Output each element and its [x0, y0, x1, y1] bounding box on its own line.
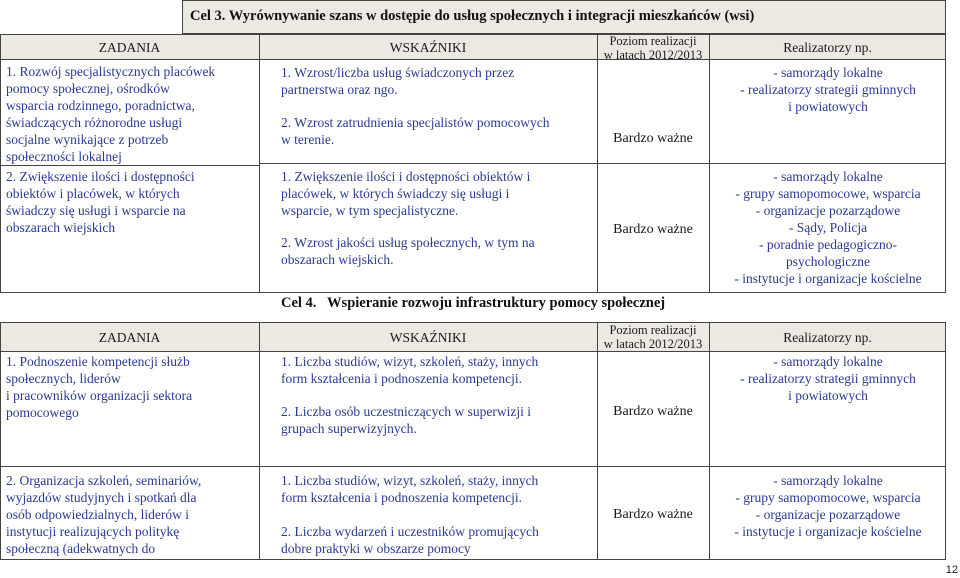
- goal3-header-tasks: ZADANIA: [98, 40, 161, 55]
- goal4-task-2: 2. Organizacja szkoleń, seminariów, wyjazdów studyjnych i spotkań dla osób odpowiedzialnych, liderów i instytucji realizujących politykę społeczną (adekwatnych do: [6, 473, 202, 556]
- goal4-header-indicators: WSKAŹNIKI: [389, 330, 467, 345]
- goal3-row1-indicator-1: 1. Wzrost/liczba usług świadczonych przez partnerstwa oraz ngo.: [281, 65, 515, 97]
- goal3-row1-level: Bardzo ważne: [613, 131, 693, 146]
- goal4-row2-indicator-2: 2. Liczba wydarzeń i uczestników promujących dobre praktyki w obszarze pomocy: [281, 524, 539, 556]
- goal4-row1-indicator-1: 1. Liczba studiów, wizyt, szkoleń, staży, innych form kształcenia i podnoszenia kompetencji.: [281, 354, 539, 386]
- goal3-row1-indicator-2: 2. Wzrost zatrudnienia specjalistów pomocowych w terenie.: [281, 115, 550, 147]
- goal3-row2-implementers: - samorządy lokalne - grupy samopomocowe, wsparcia - organizacje pozarządowe - Sądy, Policja - poradnie pedagogiczno- psychologiczne - instytucje i organizacje kościelne: [734, 169, 922, 286]
- goal4-row1-level: Bardzo ważne: [613, 404, 693, 419]
- goal4-row1-implementers: - samorządy lokalne - realizatorzy strategii gminnych i powiatowych: [740, 354, 916, 403]
- goal3-task-2: 2. Zwiększenie ilości i dostępności obiektów i placówek, w których świadczy się usługi i wsparcie na obszarach wiejskich: [6, 169, 195, 235]
- goal4-row1-indicator-2: 2. Liczba osób uczestniczących w superwizji i grupach superwizyjnych.: [281, 404, 532, 436]
- goal4-header-tasks: ZADANIA: [98, 330, 161, 345]
- goal3-header-indicators: WSKAŹNIKI: [389, 40, 467, 55]
- goal3-row2-indicator-2: 2. Wzrost jakości usług społecznych, w tym na obszarach wiejskich.: [281, 235, 535, 267]
- goal3-title: Cel 3. Wyrównywanie szans w dostępie do usług społecznych i integracji mieszkańców (wsi): [190, 8, 755, 24]
- goal3-row2-indicator-1: 1. Zwiększenie ilości i dostępności obiektów i placówek, w których świadczy się usługi i wsparcie, w tym specjalistyczne.: [281, 169, 531, 218]
- goal3-header-level: Poziom realizacji w latach 2012/2013: [603, 34, 703, 62]
- goal4-header-implementers: Realizatorzy np.: [783, 330, 872, 345]
- goal3-row2-level: Bardzo ważne: [613, 222, 693, 237]
- goal4-header-level: Poziom realizacji w latach 2012/2013: [603, 323, 703, 351]
- goal4-row2-indicator-1: 1. Liczba studiów, wizyt, szkoleń, staży, innych form kształcenia i podnoszenia kompetencji.: [281, 473, 539, 505]
- goal4-title: Cel 4. Wspieranie rozwoju infrastruktury pomocy społecznej: [281, 295, 666, 311]
- page-number: 12: [945, 564, 958, 576]
- goal4-task-1: 1. Podnoszenie kompetencji służb społecznych, liderów i pracowników organizacji sektora pomocowego: [6, 354, 193, 420]
- goal3-task-1: 1. Rozwój specjalistycznych placówek pomocy społecznej, ośrodków wsparcia rodzinnego, poradnictwa, świadczących różnorodne usługi socjalne wynikające z potrzeb społeczności lokalnej: [6, 64, 216, 164]
- goal4-row2-level: Bardzo ważne: [613, 507, 693, 522]
- goal4-row2-implementers: - samorządy lokalne - grupy samopomocowe, wsparcia - organizacje pozarządowe - instytucje i organizacje kościelne: [734, 473, 922, 539]
- goal3-header-implementers: Realizatorzy np.: [783, 40, 872, 55]
- goal3-row1-implementers: - samorządy lokalne - realizatorzy strategii gminnych i powiatowych: [740, 65, 916, 114]
